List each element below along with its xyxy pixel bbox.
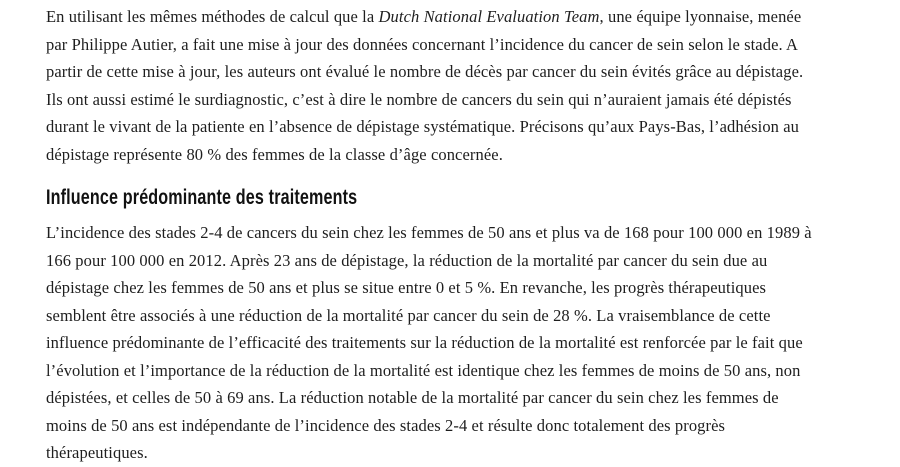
text-line: moins de 50 ans est indépendante de l’incidence des stades 2-4 et résulte donc totalement des progrès	[46, 415, 726, 435]
paragraph-intro	[46, 3, 864, 168]
text-line: partir de cette mise à jour, les auteurs ont évalué le nombre de décès par cancer du sein évités grâce au dépistage.	[46, 62, 804, 81]
section-heading: Influence prédominante des traitements	[46, 185, 358, 209]
text-line	[46, 3, 864, 31]
text-line: dépistage chez les femmes de 50 ans et plus se situe entre 0 et 5 %. En revanche, les progrès thérapeutiques	[46, 278, 767, 297]
text-line: par Philippe Autier, a fait une mise à jour des données concernant l’incidence du cancer de sein selon le stade. A	[46, 34, 799, 54]
text-line: influence prédominante de l’efficacité des traitements sur la réduction de la mortalité est renforcée par le fait que	[46, 333, 803, 352]
text-line: thérapeutiques.	[46, 443, 148, 462]
line1-post-text: , une équipe lyonnaise, menée	[599, 7, 802, 26]
italic-citation: Dutch National Evaluation Team	[378, 7, 600, 26]
text-line: dépistage représente 80 % des femmes de la classe d’âge concernée.	[46, 144, 503, 164]
text-line: semblent être associés à une réduction de la mortalité par cancer du sein de 28 %. La vraisemblance de cette	[46, 305, 771, 325]
text-line: 166 pour 100 000 en 2012. Après 23 ans de dépistage, la réduction de la mortalité par cancer du sein due au	[46, 250, 768, 270]
text-line: l’évolution et l’importance de la réduction de la mortalité est identique chez les femmes de moins de 50 ans, non	[46, 360, 801, 380]
text-line: L’incidence des stades 2-4 de cancers du sein chez les femmes de 50 ans et plus va de 168 pour 100 000 en 1989 à	[46, 223, 812, 242]
text-line: dépistées, et celles de 50 à 69 ans. La réduction notable de la mortalité par cancer du sein chez les femmes de	[46, 388, 779, 407]
text-line: durant le vivant de la patiente en l’absence de dépistage systématique. Précisons qu’aux Pays-Bas, l’adhésion au	[46, 117, 800, 136]
line1-pre-text: En utilisant les mêmes méthodes de calcul que la	[46, 7, 379, 26]
paragraph-influence	[46, 219, 864, 467]
text-line: Ils ont aussi estimé le surdiagnostic, c’est à dire le nombre de cancers du sein qui n’auraient jamais été dépistés	[46, 89, 792, 109]
